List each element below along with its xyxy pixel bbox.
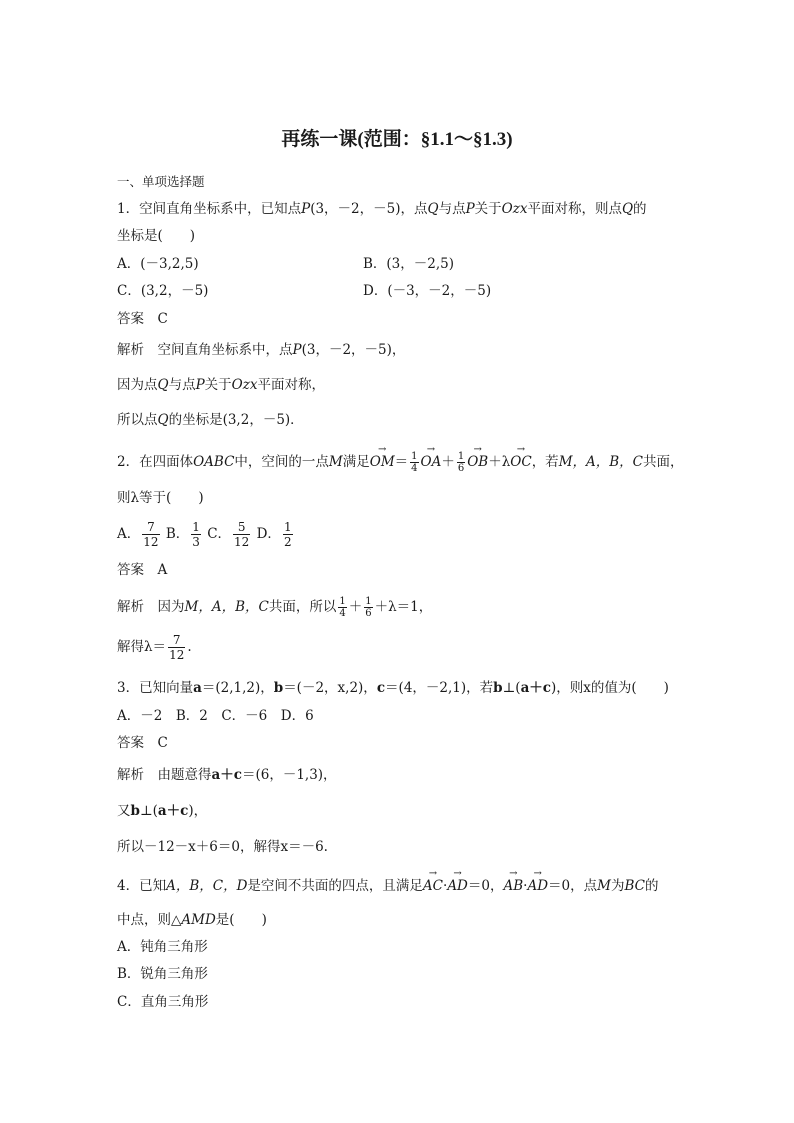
question-1-stem: 1．空间直角坐标系中，已知点P(3，－2，－5)，点Q与点P关于Ozx平面对称，则点Q的: [117, 201, 647, 217]
question-3-answer: 答案 C: [117, 735, 168, 751]
question-2-explanation-1: 解析 因为M，A，B，C共面，所以 $\frac{1}{4}$ ＋ $\frac{1}{6}$ ＋λ＝1，: [117, 596, 433, 619]
vector-ob: → OB: [467, 452, 488, 472]
vector-oa: → OA: [421, 452, 442, 472]
option-d-fraction: $\frac{1}{2}$: [283, 520, 292, 549]
question-1-option-a: A．(－3,2,5): [117, 256, 199, 272]
question-1-option-d: D．(－3，－2，－5): [363, 283, 492, 299]
page-title: 再练一课(范围：§1.1～§1.3): [281, 129, 513, 150]
question-1-explanation-1: 解析 空间直角坐标系中，点P(3，－2，－5)，: [117, 342, 406, 358]
question-3-explanation-1: 解析 由题意得a＋c＝(6，－1,3)，: [117, 767, 337, 783]
question-2-stem: 2．在四面体OABC中，空间的一点M满足→ OM＝ $\frac{1}{4}$ → OA＋ $\frac{1}{6}$ → OB＋λ→ OC，若M，A，B，C共面，: [117, 451, 684, 474]
option-a-fraction: $\frac{7}{12}$: [143, 520, 159, 549]
fraction-1-6: $\frac{1}{6}$: [457, 451, 465, 474]
question-1-stem-line2: 坐标是( ): [117, 228, 196, 244]
question-4-stem-line2: 中点，则△AMD是( ): [117, 912, 267, 928]
vector-ac: → AC: [423, 876, 443, 896]
option-b-fraction: $\frac{1}{3}$: [192, 520, 200, 549]
question-3-options: A．－2 B．2 C．－6 D．6: [117, 708, 314, 724]
section-heading: 一、单项选择题: [117, 174, 205, 189]
question-3-explanation-2: 又b⊥(a＋c)，: [117, 803, 208, 819]
question-4-option-c: C．直角三角形: [117, 994, 209, 1010]
vector-oc: → OC: [510, 452, 531, 472]
question-4-option-a: A．钝角三角形: [117, 939, 208, 955]
question-2-options: A． $\frac{7}{12}$ B． $\frac{1}{3}$ C． $\frac{5}{12}$ D． $\frac{1}{2}$: [117, 520, 292, 549]
option-c-fraction: $\frac{5}{12}$: [234, 520, 250, 549]
question-1-explanation-3: 所以点Q的坐标是(3,2，－5)．: [117, 412, 304, 428]
question-1-explanation-2: 因为点Q与点P关于Ozx平面对称，: [117, 377, 325, 393]
question-1-option-b: B．(3，－2,5): [363, 256, 455, 272]
question-3-stem: 3．已知向量a＝(2,1,2)，b＝(－2，x,2)，c＝(4，－2,1)，若b⊥(a＋c)，则x的值为( ): [117, 680, 669, 696]
question-2-explanation-2: 解得λ＝ $\frac{7}{12}$ .: [117, 633, 192, 662]
question-1-answer: 答案 C: [117, 311, 168, 327]
explanation-fraction-7-12: $\frac{7}{12}$: [169, 633, 185, 662]
question-3-explanation-3: 所以－12－x＋6＝0，解得x＝－6.: [117, 839, 328, 855]
question-4-stem: 4．已知A，B，C，D是空间不共面的四点，且满足→ AC·→ AD＝0，→ AB·→ AD＝0，点M为BC的: [117, 876, 658, 896]
explanation-fraction-1-4: $\frac{1}{4}$: [339, 596, 346, 619]
vector-ab: → AB: [503, 876, 523, 896]
vector-ad-2: → AD: [527, 876, 548, 896]
explanation-fraction-1-6: $\frac{1}{6}$: [365, 596, 372, 619]
fraction-1-4: $\frac{1}{4}$: [411, 451, 418, 474]
vector-ad: → AD: [447, 876, 468, 896]
question-4-option-b: B．锐角三角形: [117, 966, 208, 982]
question-1-option-c: C．(3,2，－5): [117, 283, 209, 299]
question-2-stem-line2: 则λ等于( ): [117, 490, 204, 506]
question-2-answer: 答案 A: [117, 562, 168, 578]
vector-om: → OM: [370, 452, 395, 472]
